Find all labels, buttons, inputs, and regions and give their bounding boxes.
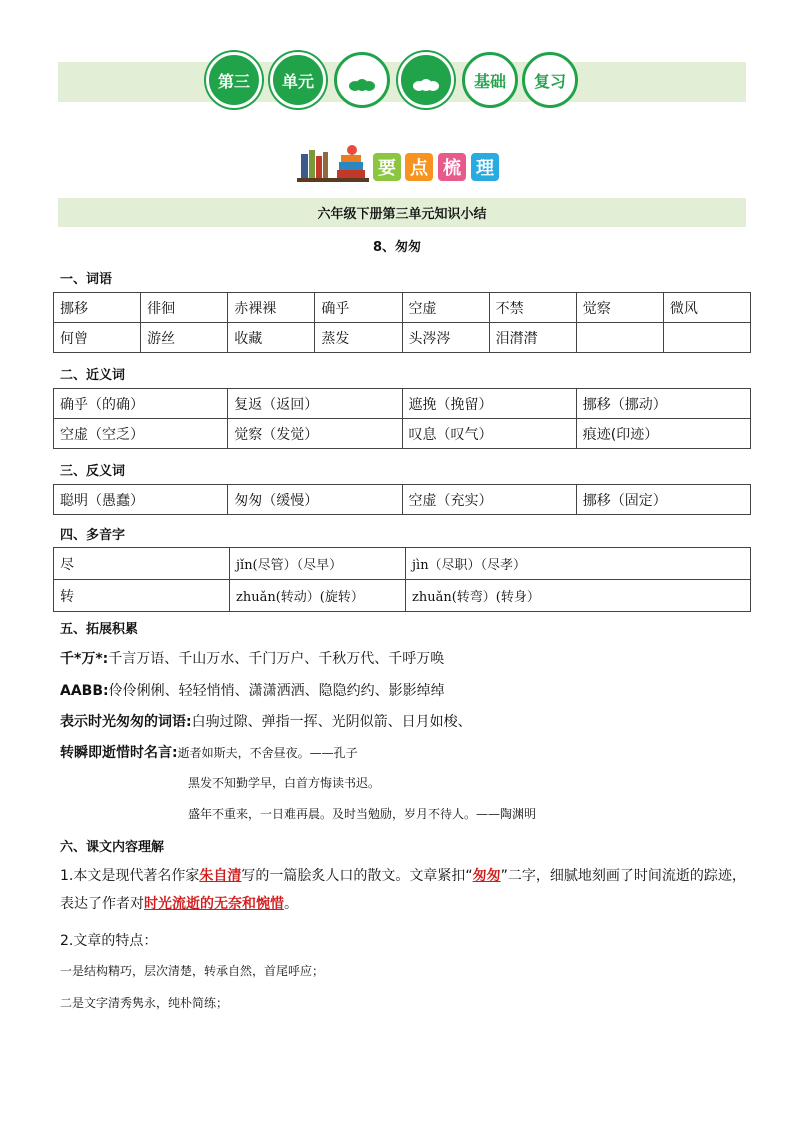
section-title-understanding: 六、课文内容理解 [60, 840, 165, 855]
key-words: 匆匆 [472, 868, 501, 884]
books-icon [297, 144, 369, 182]
table-cell: 确乎 [315, 293, 402, 323]
table-cell: 叹息（叹气） [402, 419, 576, 449]
section-title-extension: 五、拓展积累 [60, 622, 139, 637]
author-emotion: 时光流逝的无奈和惋惜 [144, 896, 284, 912]
cloud-icon [349, 79, 375, 91]
table-cell: 挪移（挪动） [576, 389, 750, 419]
header-circle-6: 复习 [522, 52, 578, 108]
badge-char-1: 要 [373, 153, 401, 181]
section-title-synonyms: 二、近义词 [60, 368, 126, 383]
section-title-words: 一、词语 [60, 272, 113, 287]
extension-text: 伶伶俐俐、轻轻悄悄、潇潇洒洒、隐隐约约、影影绰绰 [108, 683, 445, 699]
table-cell: 挪移（固定） [576, 485, 750, 515]
table-cell: 微风 [663, 293, 750, 323]
table-row [54, 419, 751, 449]
table-cell: 头涔涔 [402, 323, 489, 353]
table-cell: zhuǎn(转动）(旋转） [230, 580, 406, 612]
table-cell: 聪明（愚蠢） [54, 485, 228, 515]
quotes-line-1 [60, 742, 358, 762]
table-cell: 空虚（充实） [402, 485, 576, 515]
table-cell: zhuǎn(转弯）(转身） [406, 580, 751, 612]
table-cell: 痕迹(印迹） [576, 419, 750, 449]
header-circle-2: 单元 [270, 52, 326, 108]
table-row [54, 293, 751, 323]
header-circle-4 [398, 52, 454, 108]
understanding-paragraph-3: 一是结构精巧，层次清楚，转承自然，首尾呼应； [60, 964, 325, 978]
table-row [54, 548, 751, 580]
extension-label: 千*万*: [60, 651, 109, 667]
extension-line-2 [60, 680, 445, 700]
table-cell: 空虚（空乏） [54, 419, 228, 449]
extension-line-1 [60, 648, 444, 668]
table-row [54, 485, 751, 515]
badge-char-3: 梳 [438, 153, 466, 181]
table-cell: 徘徊 [141, 293, 228, 323]
header-circle-3 [334, 52, 390, 108]
table-cell: 泪潸潸 [489, 323, 576, 353]
header-circle-1: 第三 [206, 52, 262, 108]
section-title-antonyms: 三、反义词 [60, 464, 126, 479]
table-cell: 何曾 [54, 323, 141, 353]
quote: 逝者如斯夫，不舍昼夜。——孔子 [177, 746, 358, 760]
table-cell: 觉察（发觉） [228, 419, 402, 449]
synonyms-table [53, 388, 751, 449]
table-cell: jìn（尽职）（尽孝） [406, 548, 751, 580]
table-cell [663, 323, 750, 353]
extension-label: AABB: [60, 683, 109, 699]
table-cell [576, 323, 663, 353]
understanding-paragraph-1: 1.本文是现代著名作家朱自清写的一篇脍炙人口的散文。文章紧扣“匆匆”二字，细腻地刻画了时间流逝的踪迹，表达了作者对时光流逝的无奈和惋惜。 [60, 868, 746, 912]
table-cell: 确乎（的确） [54, 389, 228, 419]
badge-char-2: 点 [405, 153, 433, 181]
header-circle-5: 基础 [462, 52, 518, 108]
quote: 盛年不重来，一日难再晨。及时当勉励，岁月不待人。——陶渊明 [188, 807, 537, 821]
badge-char-4: 理 [471, 153, 499, 181]
table-cell: 不禁 [489, 293, 576, 323]
table-cell: jǐn(尽管）（尽早） [230, 548, 406, 580]
table-cell: 尽 [54, 548, 230, 580]
table-cell: 收藏 [228, 323, 315, 353]
quotes-label: 转瞬即逝惜时名言: [60, 745, 178, 761]
table-row [54, 580, 751, 612]
author-name: 朱自清 [199, 868, 242, 884]
table-row [54, 323, 751, 353]
table-cell: 蒸发 [315, 323, 402, 353]
cloud-icon [413, 79, 439, 91]
table-cell: 赤裸裸 [228, 293, 315, 323]
table-cell: 匆匆（缓慢） [228, 485, 402, 515]
extension-text: 千言万语、千山万水、千门万户、千秋万代、千呼万唤 [108, 651, 445, 667]
table-cell: 觉察 [576, 293, 663, 323]
extension-line-3 [60, 711, 472, 731]
table-cell: 遮挽（挽留） [402, 389, 576, 419]
subheading: 六年级下册第三单元知识小结 [58, 198, 746, 227]
section-title-polyphones: 四、多音字 [60, 528, 126, 543]
table-cell: 挪移 [54, 293, 141, 323]
extension-text: 白驹过隙、弹指一挥、光阴似箭、日月如梭、 [191, 714, 472, 730]
understanding-paragraph-2: 2.文章的特点： [60, 933, 158, 949]
understanding-paragraph-4: 二是文字清秀隽永，纯朴简练； [60, 996, 229, 1010]
table-cell: 转 [54, 580, 230, 612]
table-cell: 复返（返回） [228, 389, 402, 419]
extension-label: 表示时光匆匆的词语: [60, 714, 192, 730]
table-cell: 空虚 [402, 293, 489, 323]
table-row [54, 389, 751, 419]
antonyms-table [53, 484, 751, 515]
quote: 黑发不知勤学早，白首方悔读书迟。 [188, 776, 381, 790]
lesson-title: 8、匆匆 [372, 240, 422, 255]
polyphones-table [53, 547, 751, 612]
words-table [53, 292, 751, 353]
table-cell: 游丝 [141, 323, 228, 353]
